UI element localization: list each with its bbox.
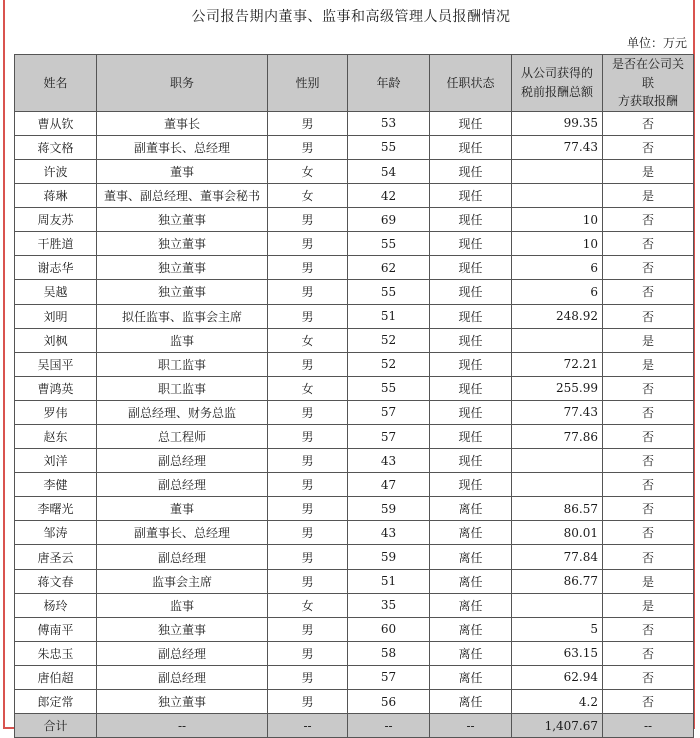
name-cell: 傅南平	[15, 617, 97, 641]
table-row	[15, 280, 694, 304]
col-header-related-party: 是否在公司关联 方获取报酬	[603, 55, 694, 112]
status-cell: 现任	[430, 256, 512, 280]
gender-cell: 男	[268, 545, 348, 569]
total-cell: --	[348, 714, 430, 738]
compensation-cell: 5	[512, 617, 603, 641]
compensation-cell: 77.84	[512, 545, 603, 569]
compensation-cell: 77.86	[512, 425, 603, 449]
compensation-cell: 77.43	[512, 400, 603, 424]
related-party-cell: 否	[603, 280, 694, 304]
status-cell: 现任	[430, 400, 512, 424]
header-row	[15, 55, 694, 112]
gender-cell: 男	[268, 449, 348, 473]
status-cell: 离任	[430, 641, 512, 665]
name-cell: 唐伯超	[15, 665, 97, 689]
total-cell: --	[603, 714, 694, 738]
status-cell: 离任	[430, 617, 512, 641]
position-cell: 副总经理	[97, 545, 268, 569]
related-party-cell: 是	[603, 184, 694, 208]
total-cell: --	[430, 714, 512, 738]
age-cell: 69	[348, 208, 430, 232]
table-row	[15, 449, 694, 473]
name-cell: 吴国平	[15, 352, 97, 376]
table-row	[15, 425, 694, 449]
related-party-cell: 否	[603, 449, 694, 473]
table-row	[15, 569, 694, 593]
gender-cell: 男	[268, 280, 348, 304]
age-cell: 57	[348, 425, 430, 449]
gender-cell: 女	[268, 376, 348, 400]
age-cell: 55	[348, 280, 430, 304]
status-cell: 现任	[430, 111, 512, 135]
position-cell: 独立董事	[97, 256, 268, 280]
gender-cell: 男	[268, 400, 348, 424]
gender-cell: 男	[268, 304, 348, 328]
compensation-cell	[512, 328, 603, 352]
total-cell: --	[97, 714, 268, 738]
position-cell: 董事、副总经理、董事会秘书	[97, 184, 268, 208]
related-party-cell: 否	[603, 521, 694, 545]
age-cell: 55	[348, 376, 430, 400]
related-party-cell: 否	[603, 473, 694, 497]
position-cell: 副总经理	[97, 473, 268, 497]
col-header-name: 姓名	[15, 55, 97, 112]
related-party-cell: 是	[603, 159, 694, 183]
related-party-cell: 否	[603, 208, 694, 232]
gender-cell: 男	[268, 256, 348, 280]
age-cell: 51	[348, 569, 430, 593]
compensation-cell	[512, 473, 603, 497]
position-cell: 副总经理	[97, 449, 268, 473]
table-row	[15, 400, 694, 424]
name-cell: 周友苏	[15, 208, 97, 232]
total-cell: --	[268, 714, 348, 738]
related-party-cell: 否	[603, 376, 694, 400]
gender-cell: 女	[268, 159, 348, 183]
age-cell: 57	[348, 400, 430, 424]
status-cell: 现任	[430, 208, 512, 232]
compensation-cell	[512, 159, 603, 183]
name-cell: 干胜道	[15, 232, 97, 256]
position-cell: 副董事长、总经理	[97, 135, 268, 159]
name-cell: 曹从钦	[15, 111, 97, 135]
status-cell: 现任	[430, 425, 512, 449]
gender-cell: 男	[268, 569, 348, 593]
status-cell: 现任	[430, 135, 512, 159]
name-cell: 郎定常	[15, 690, 97, 714]
compensation-cell: 77.43	[512, 135, 603, 159]
gender-cell: 男	[268, 425, 348, 449]
gender-cell: 男	[268, 641, 348, 665]
position-cell: 副总经理、财务总监	[97, 400, 268, 424]
table-row	[15, 617, 694, 641]
table-row	[15, 232, 694, 256]
status-cell: 现任	[430, 304, 512, 328]
related-party-cell: 否	[603, 425, 694, 449]
age-cell: 62	[348, 256, 430, 280]
age-cell: 60	[348, 617, 430, 641]
position-cell: 独立董事	[97, 280, 268, 304]
gender-cell: 男	[268, 665, 348, 689]
status-cell: 现任	[430, 280, 512, 304]
gender-cell: 女	[268, 328, 348, 352]
age-cell: 35	[348, 593, 430, 617]
age-cell: 57	[348, 665, 430, 689]
status-cell: 现任	[430, 159, 512, 183]
position-cell: 独立董事	[97, 617, 268, 641]
status-cell: 离任	[430, 569, 512, 593]
gender-cell: 女	[268, 184, 348, 208]
related-party-cell: 否	[603, 545, 694, 569]
age-cell: 55	[348, 135, 430, 159]
gender-cell: 男	[268, 617, 348, 641]
report-frame	[3, 0, 695, 734]
table-row	[15, 184, 694, 208]
name-cell: 李曙光	[15, 497, 97, 521]
age-cell: 59	[348, 497, 430, 521]
related-party-cell: 否	[603, 617, 694, 641]
age-cell: 43	[348, 521, 430, 545]
related-party-cell: 是	[603, 569, 694, 593]
table-row	[15, 111, 694, 135]
total-label: 合计	[15, 714, 97, 738]
table-row	[15, 497, 694, 521]
status-cell: 现任	[430, 376, 512, 400]
name-cell: 邹涛	[15, 521, 97, 545]
compensation-cell: 10	[512, 208, 603, 232]
age-cell: 59	[348, 545, 430, 569]
col-header-compensation: 从公司获得的 税前报酬总额	[512, 55, 603, 112]
status-cell: 离任	[430, 497, 512, 521]
total-row	[15, 714, 694, 738]
unit-label: 单位：万元	[626, 36, 687, 50]
compensation-cell: 4.2	[512, 690, 603, 714]
compensation-cell	[512, 184, 603, 208]
position-cell: 监事	[97, 593, 268, 617]
name-cell: 唐圣云	[15, 545, 97, 569]
gender-cell: 男	[268, 208, 348, 232]
gender-cell: 男	[268, 111, 348, 135]
status-cell: 现任	[430, 232, 512, 256]
table-row	[15, 593, 694, 617]
gender-cell: 男	[268, 521, 348, 545]
compensation-cell: 10	[512, 232, 603, 256]
age-cell: 47	[348, 473, 430, 497]
compensation-table	[14, 54, 694, 738]
col-header-status: 任职状态	[430, 55, 512, 112]
table-row	[15, 328, 694, 352]
name-cell: 刘枫	[15, 328, 97, 352]
age-cell: 42	[348, 184, 430, 208]
status-cell: 离任	[430, 545, 512, 569]
name-cell: 蒋文春	[15, 569, 97, 593]
total-compensation: 1,407.67	[512, 714, 603, 738]
gender-cell: 男	[268, 352, 348, 376]
position-cell: 职工监事	[97, 376, 268, 400]
position-cell: 职工监事	[97, 352, 268, 376]
position-cell: 副董事长、总经理	[97, 521, 268, 545]
compensation-cell	[512, 449, 603, 473]
related-party-cell: 否	[603, 256, 694, 280]
compensation-cell: 63.15	[512, 641, 603, 665]
compensation-cell: 86.77	[512, 569, 603, 593]
table-row	[15, 473, 694, 497]
col-header-gender: 性别	[268, 55, 348, 112]
gender-cell: 女	[268, 593, 348, 617]
col-header-position: 职务	[97, 55, 268, 112]
name-cell: 许波	[15, 159, 97, 183]
table-row	[15, 159, 694, 183]
age-cell: 52	[348, 352, 430, 376]
compensation-cell: 99.35	[512, 111, 603, 135]
name-cell: 蒋琳	[15, 184, 97, 208]
col-header-age: 年龄	[348, 55, 430, 112]
compensation-cell: 86.57	[512, 497, 603, 521]
name-cell: 刘明	[15, 304, 97, 328]
status-cell: 离任	[430, 690, 512, 714]
position-cell: 独立董事	[97, 690, 268, 714]
report-title: 公司报告期内董事、监事和高级管理人员报酬情况	[191, 9, 511, 25]
compensation-cell: 72.21	[512, 352, 603, 376]
status-cell: 现任	[430, 184, 512, 208]
table-row	[15, 352, 694, 376]
gender-cell: 男	[268, 690, 348, 714]
related-party-cell: 否	[603, 690, 694, 714]
related-party-cell: 否	[603, 400, 694, 424]
name-cell: 谢志华	[15, 256, 97, 280]
name-cell: 蒋文格	[15, 135, 97, 159]
table-row	[15, 135, 694, 159]
related-party-cell: 否	[603, 497, 694, 521]
status-cell: 现任	[430, 352, 512, 376]
status-cell: 离任	[430, 521, 512, 545]
table-row	[15, 376, 694, 400]
compensation-cell: 80.01	[512, 521, 603, 545]
related-party-cell: 否	[603, 111, 694, 135]
table-row	[15, 641, 694, 665]
compensation-cell: 6	[512, 280, 603, 304]
table-row	[15, 521, 694, 545]
table-row	[15, 665, 694, 689]
position-cell: 独立董事	[97, 208, 268, 232]
position-cell: 副总经理	[97, 641, 268, 665]
related-party-cell: 是	[603, 593, 694, 617]
related-party-cell: 是	[603, 328, 694, 352]
status-cell: 现任	[430, 449, 512, 473]
position-cell: 董事长	[97, 111, 268, 135]
compensation-cell	[512, 593, 603, 617]
name-cell: 李健	[15, 473, 97, 497]
age-cell: 51	[348, 304, 430, 328]
age-cell: 55	[348, 232, 430, 256]
name-cell: 吴越	[15, 280, 97, 304]
position-cell: 监事会主席	[97, 569, 268, 593]
status-cell: 离任	[430, 593, 512, 617]
name-cell: 朱忠玉	[15, 641, 97, 665]
name-cell: 曹鸿英	[15, 376, 97, 400]
table-row	[15, 304, 694, 328]
gender-cell: 男	[268, 232, 348, 256]
position-cell: 总工程师	[97, 425, 268, 449]
compensation-cell: 248.92	[512, 304, 603, 328]
related-party-cell: 否	[603, 641, 694, 665]
name-cell: 赵东	[15, 425, 97, 449]
name-cell: 杨玲	[15, 593, 97, 617]
position-cell: 独立董事	[97, 232, 268, 256]
position-cell: 拟任监事、监事会主席	[97, 304, 268, 328]
status-cell: 离任	[430, 665, 512, 689]
position-cell: 监事	[97, 328, 268, 352]
gender-cell: 男	[268, 497, 348, 521]
related-party-cell: 否	[603, 232, 694, 256]
name-cell: 罗伟	[15, 400, 97, 424]
compensation-cell: 255.99	[512, 376, 603, 400]
table-row	[15, 690, 694, 714]
table-row	[15, 256, 694, 280]
related-party-cell: 否	[603, 135, 694, 159]
position-cell: 董事	[97, 497, 268, 521]
position-cell: 副总经理	[97, 665, 268, 689]
gender-cell: 男	[268, 473, 348, 497]
related-party-cell: 否	[603, 665, 694, 689]
related-party-cell: 是	[603, 352, 694, 376]
age-cell: 43	[348, 449, 430, 473]
status-cell: 现任	[430, 473, 512, 497]
compensation-cell: 6	[512, 256, 603, 280]
age-cell: 52	[348, 328, 430, 352]
table-row	[15, 208, 694, 232]
age-cell: 58	[348, 641, 430, 665]
status-cell: 现任	[430, 328, 512, 352]
table-row	[15, 545, 694, 569]
related-party-cell: 否	[603, 304, 694, 328]
age-cell: 54	[348, 159, 430, 183]
name-cell: 刘洋	[15, 449, 97, 473]
gender-cell: 男	[268, 135, 348, 159]
position-cell: 董事	[97, 159, 268, 183]
age-cell: 53	[348, 111, 430, 135]
age-cell: 56	[348, 690, 430, 714]
compensation-cell: 62.94	[512, 665, 603, 689]
